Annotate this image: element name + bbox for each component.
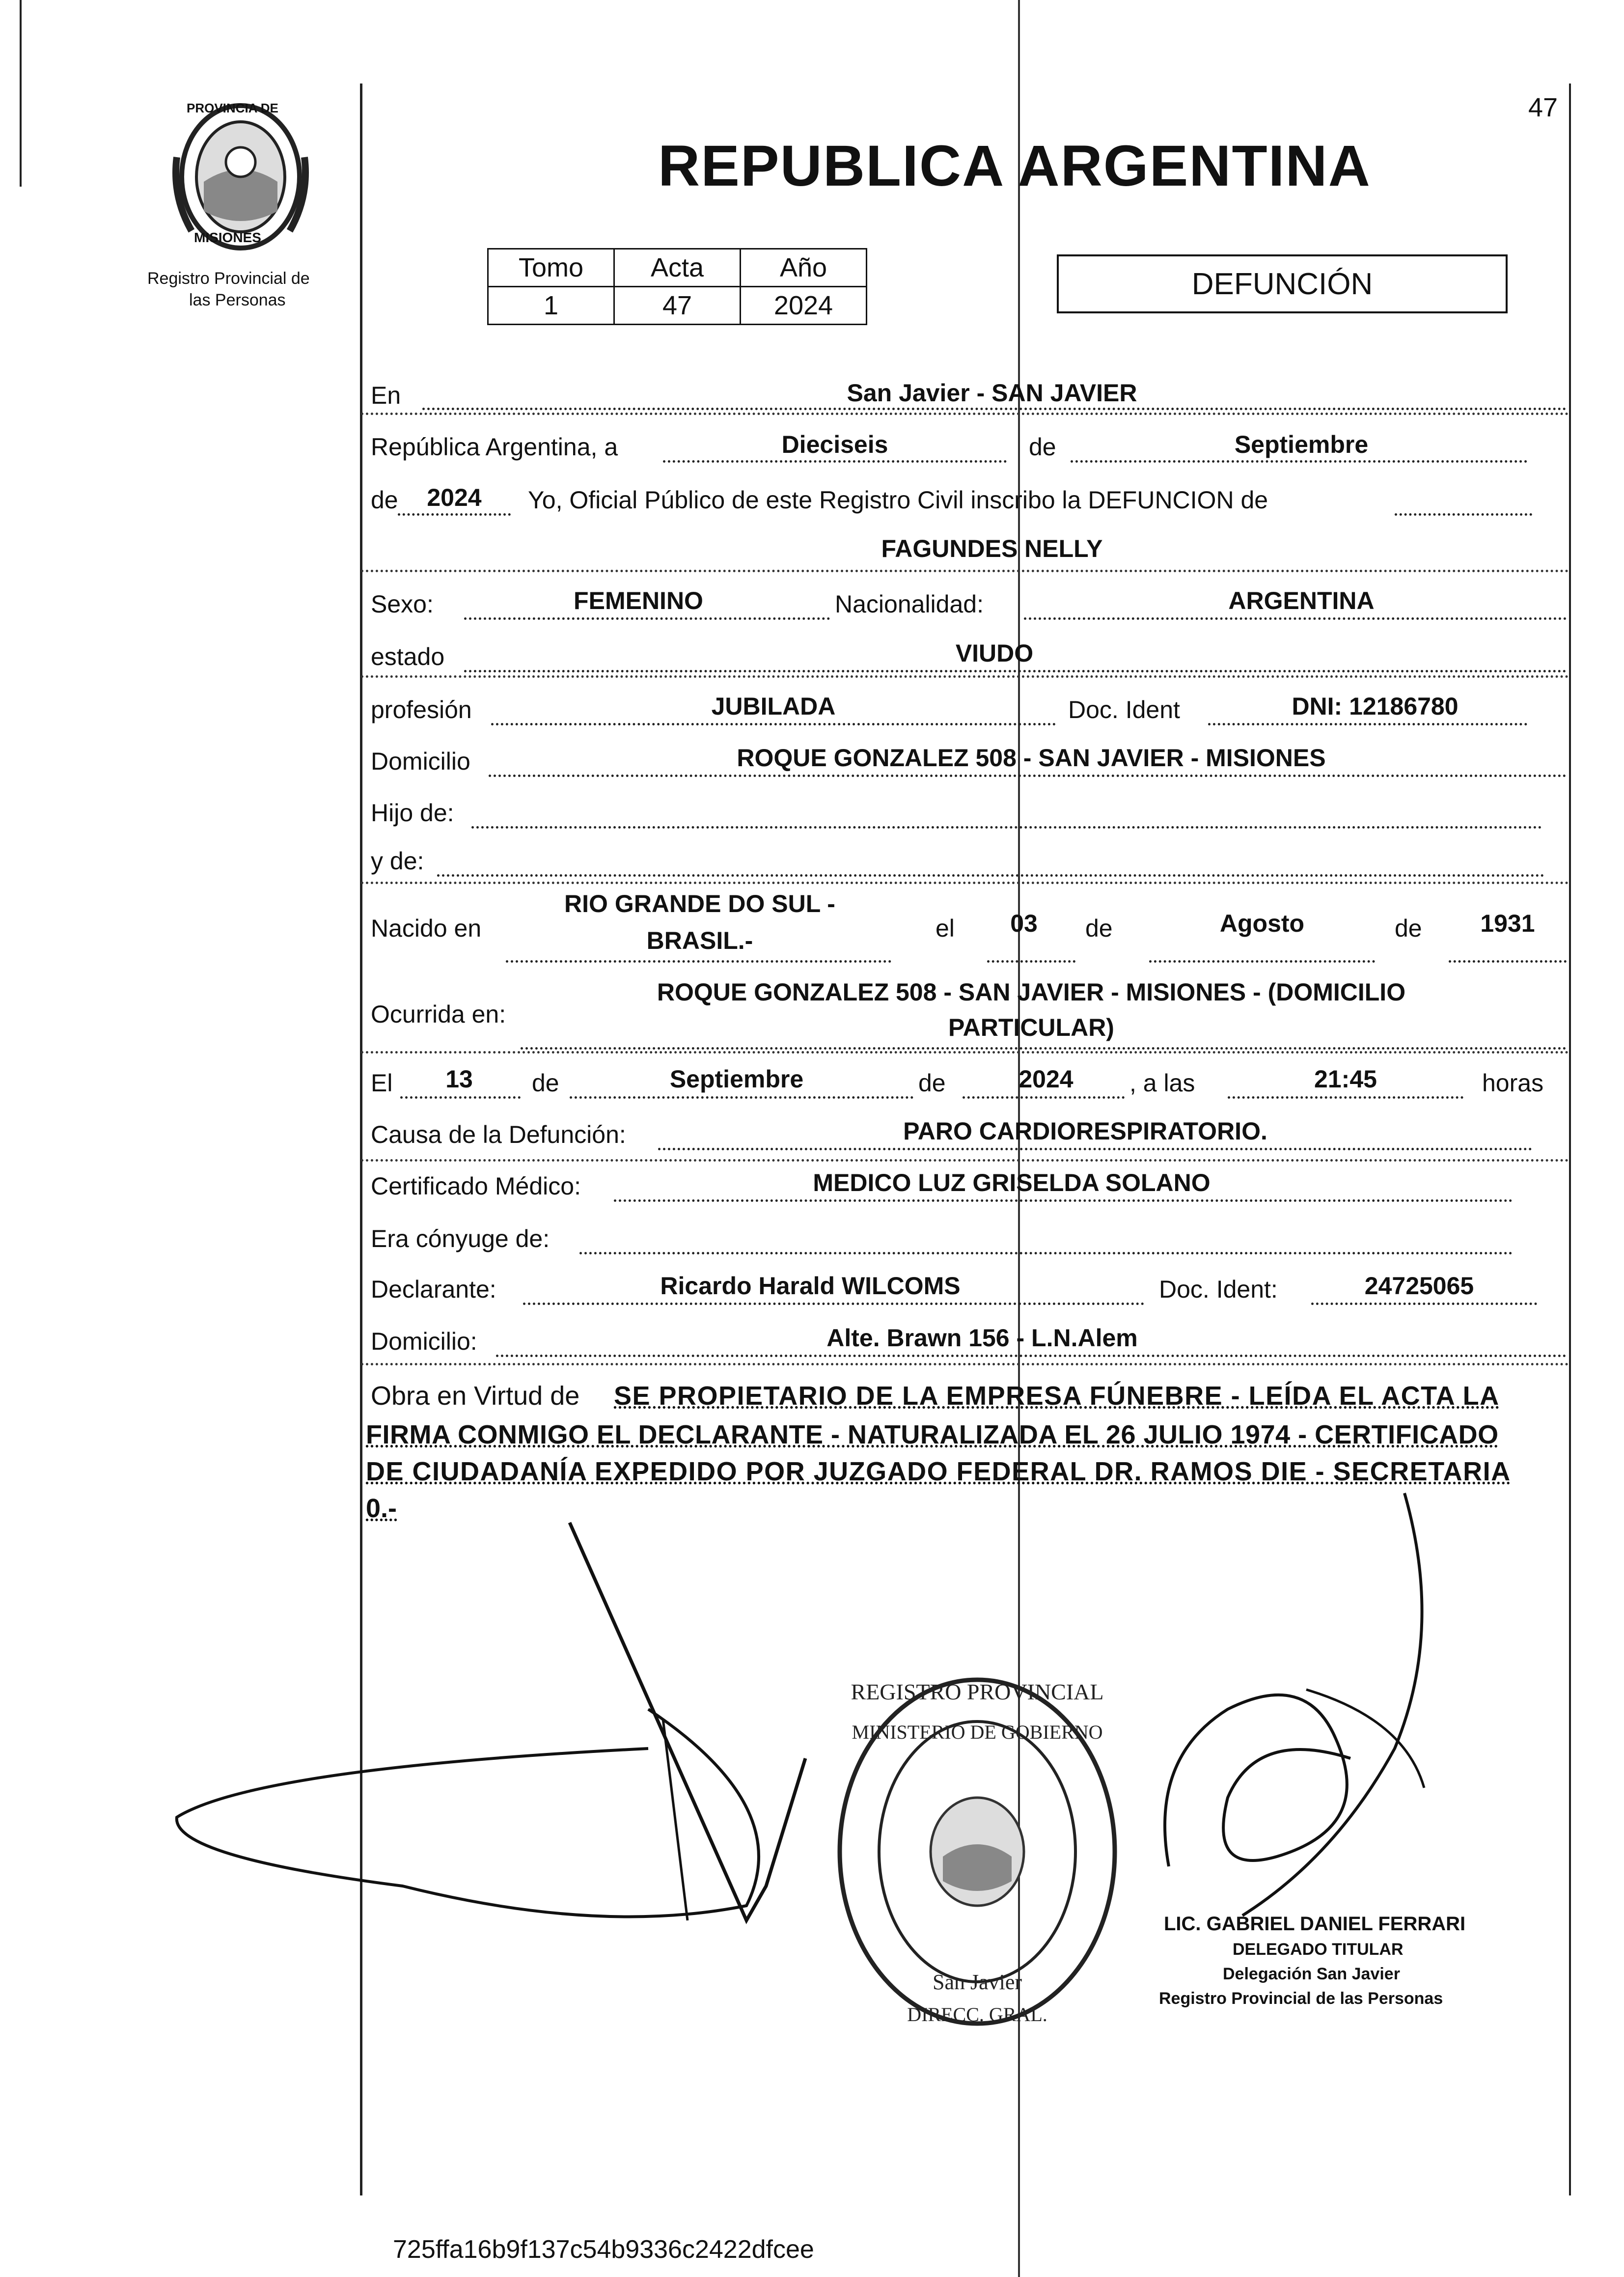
- tomo-value: 1: [488, 287, 614, 325]
- emblem-label: PROVINCIA DE: [187, 101, 278, 115]
- dotted-field: [1024, 617, 1567, 620]
- officer-delegation: Delegación San Javier: [1223, 1965, 1400, 1983]
- nacido-en-line-1: RIO GRANDE DO SUL -: [564, 890, 835, 917]
- row-rule: [361, 413, 1569, 415]
- dotted-field: [471, 826, 1542, 829]
- domicilio-label: Domicilio: [371, 748, 470, 775]
- obra-line-3: DE CIUDADANÍA EXPEDIDO POR JUZGADO FEDERAL DR. RAMOS DIE - SECRETARIA: [366, 1457, 1511, 1486]
- obra-line-4: 0.-: [366, 1494, 397, 1523]
- def-hora-value: 21:45: [1314, 1065, 1377, 1093]
- emblem-label-bottom: MISIONES: [194, 230, 261, 245]
- dotted-field: [1449, 960, 1567, 963]
- doc-ident-label: Doc. Ident: [1068, 696, 1180, 723]
- dotted-field: [579, 1252, 1513, 1254]
- dotted-field: [1395, 513, 1532, 516]
- dotted-field: [1071, 460, 1527, 463]
- causa-value: PARO CARDIORESPIRATORIO.: [903, 1117, 1267, 1145]
- y-de-label: y de:: [371, 847, 424, 875]
- nacionalidad-value: ARGENTINA: [1228, 587, 1375, 614]
- tomo-acta-table: [487, 248, 867, 325]
- de-label: de: [918, 1069, 946, 1097]
- obra-label: Obra en Virtud de: [371, 1381, 580, 1411]
- declarant-signature-icon: [157, 1513, 845, 1945]
- svg-text:REGISTRO PROVINCIAL: REGISTRO PROVINCIAL: [851, 1679, 1104, 1704]
- certificado-value: MEDICO LUZ GRISELDA SOLANO: [813, 1169, 1211, 1196]
- republica-label: República Argentina, a: [371, 433, 618, 461]
- dotted-field: [1208, 723, 1527, 725]
- ocurrida-en-label: Ocurrida en:: [371, 1000, 506, 1028]
- ocurrida-line-1: ROQUE GONZALEZ 508 - SAN JAVIER - MISIONES - (DOMICILIO: [657, 978, 1406, 1006]
- dotted-field: [398, 513, 511, 516]
- dotted-field: [491, 723, 1056, 725]
- hijo-de-label: Hijo de:: [371, 799, 454, 827]
- dotted-field: [963, 1096, 1125, 1099]
- obra-line-2: FIRMA CONMIGO EL DECLARANTE - NATURALIZADA EL 26 JULIO 1974 - CERTIFICADO: [366, 1420, 1499, 1449]
- dotted-field: [658, 1148, 1532, 1150]
- document-type-box: DEFUNCIÓN: [1057, 254, 1508, 313]
- nacido-en-line-2: BRASIL.-: [646, 927, 753, 954]
- dotted-field: [1149, 960, 1375, 963]
- acta-header: Acta: [614, 249, 741, 287]
- ocurrida-line-2: PARTICULAR): [948, 1014, 1114, 1041]
- anio-value: 2024: [427, 484, 482, 511]
- nacionalidad-label: Nacionalidad:: [835, 590, 984, 618]
- row-rule: [361, 1363, 1569, 1365]
- def-dia-value: 13: [445, 1065, 473, 1093]
- dotted-field: [496, 1355, 1567, 1357]
- obra-line-1: SE PROPIETARIO DE LA EMPRESA FÚNEBRE - LEÍDA EL ACTA LA: [614, 1381, 1500, 1411]
- causa-label: Causa de la Defunción:: [371, 1121, 626, 1148]
- en-label: En: [371, 382, 401, 409]
- horas-label: horas: [1482, 1069, 1544, 1097]
- declarante-value: Ricardo Harald WILCOMS: [660, 1272, 961, 1300]
- svg-text:San Javier: San Javier: [932, 1970, 1022, 1994]
- estado-label: estado: [371, 643, 445, 670]
- def-mes-value: Septiembre: [669, 1065, 804, 1093]
- dotted-field: [400, 1096, 521, 1099]
- row-rule: [361, 675, 1569, 678]
- dotted-field: [521, 1047, 1567, 1050]
- mes-value: Septiembre: [1234, 431, 1369, 458]
- profesion-label: profesión: [371, 696, 472, 723]
- dotted-field: [464, 617, 830, 620]
- lugar-value: San Javier - SAN JAVIER: [847, 379, 1137, 407]
- row-rule: [361, 882, 1569, 884]
- page-number: 47: [1528, 93, 1558, 122]
- dotted-field: [663, 460, 1007, 463]
- dia-letras-value: Dieciseis: [781, 431, 888, 458]
- sexo-value: FEMENINO: [574, 587, 703, 614]
- dotted-field: [987, 960, 1075, 963]
- dotted-field: [506, 960, 891, 963]
- domicilio-label: Domicilio:: [371, 1328, 477, 1355]
- dotted-field: [570, 1096, 913, 1099]
- dotted-field: [1228, 1096, 1463, 1099]
- nac-mes-value: Agosto: [1219, 910, 1305, 937]
- de-label: de: [1085, 915, 1113, 942]
- doc-ident-label: Doc. Ident:: [1159, 1276, 1278, 1303]
- profesion-value: JUBILADA: [711, 693, 836, 720]
- declarante-dom-value: Alte. Brawn 156 - L.N.Alem: [826, 1324, 1138, 1352]
- row-rule: [361, 1159, 1569, 1162]
- row-rule: [361, 570, 1569, 572]
- anio-value: 2024: [741, 287, 867, 325]
- conyuge-label: Era cónyuge de:: [371, 1225, 550, 1252]
- page-title: REPUBLICA ARGENTINA: [658, 134, 1371, 198]
- declarante-doc-value: 24725065: [1364, 1272, 1474, 1300]
- dotted-field: [614, 1199, 1513, 1202]
- de-label: de: [1029, 433, 1056, 461]
- document-hash: 725ffa16b9f137c54b9336c2422dfcee: [393, 2235, 814, 2264]
- declarante-label: Declarante:: [371, 1276, 496, 1303]
- nac-anio-value: 1931: [1480, 910, 1535, 937]
- scan-edge-mark: [20, 0, 22, 187]
- dotted-field: [489, 775, 1567, 777]
- officer-name: LIC. GABRIEL DANIEL FERRARI: [1164, 1913, 1466, 1935]
- dni-value: DNI: 12186780: [1292, 693, 1459, 720]
- svg-text:MINISTERIO DE GOBIERNO: MINISTERIO DE GOBIERNO: [852, 1721, 1103, 1743]
- el-label: el: [936, 915, 955, 942]
- el-cap-label: El: [371, 1069, 393, 1097]
- sexo-label: Sexo:: [371, 590, 434, 618]
- officer-signature-icon: [1129, 1483, 1483, 1955]
- registro-line-1: Registro Provincial de: [147, 269, 310, 288]
- def-anio-value: 2024: [1018, 1065, 1073, 1093]
- anio-header: Año: [741, 249, 867, 287]
- de-label: de: [1395, 915, 1422, 942]
- nacido-en-label: Nacido en: [371, 915, 482, 942]
- nac-dia-value: 03: [1010, 910, 1038, 937]
- row-rule: [361, 1051, 1569, 1054]
- dotted-field: [523, 1303, 1144, 1305]
- officer-title: DELEGADO TITULAR: [1233, 1940, 1404, 1959]
- dotted-field: [422, 408, 1567, 410]
- estado-value: VIUDO: [955, 639, 1034, 667]
- domicilio-value: ROQUE GONZALEZ 508 - SAN JAVIER - MISIONES: [737, 744, 1326, 772]
- dotted-field: [464, 670, 1567, 672]
- dotted-field: [437, 874, 1544, 877]
- officer-registry: Registro Provincial de las Personas: [1159, 1989, 1443, 2008]
- dotted-field: [1311, 1303, 1537, 1305]
- yo-label: Yo, Oficial Público de este Registro Civil inscribo la DEFUNCION de: [528, 486, 1268, 514]
- tomo-header: Tomo: [488, 249, 614, 287]
- official-stamp-icon: [830, 1670, 1125, 2033]
- nombre-value: FAGUNDES NELLY: [881, 535, 1103, 562]
- right-margin-line: [1569, 83, 1571, 2195]
- de-label: de: [371, 486, 398, 514]
- a-las-label: , a las: [1129, 1069, 1195, 1097]
- acta-value: 47: [614, 287, 741, 325]
- de-label: de: [532, 1069, 559, 1097]
- svg-text:DIRECC. GRAL.: DIRECC. GRAL.: [907, 2003, 1047, 2026]
- certificado-label: Certificado Médico:: [371, 1172, 581, 1200]
- registro-line-2: las Personas: [189, 291, 286, 309]
